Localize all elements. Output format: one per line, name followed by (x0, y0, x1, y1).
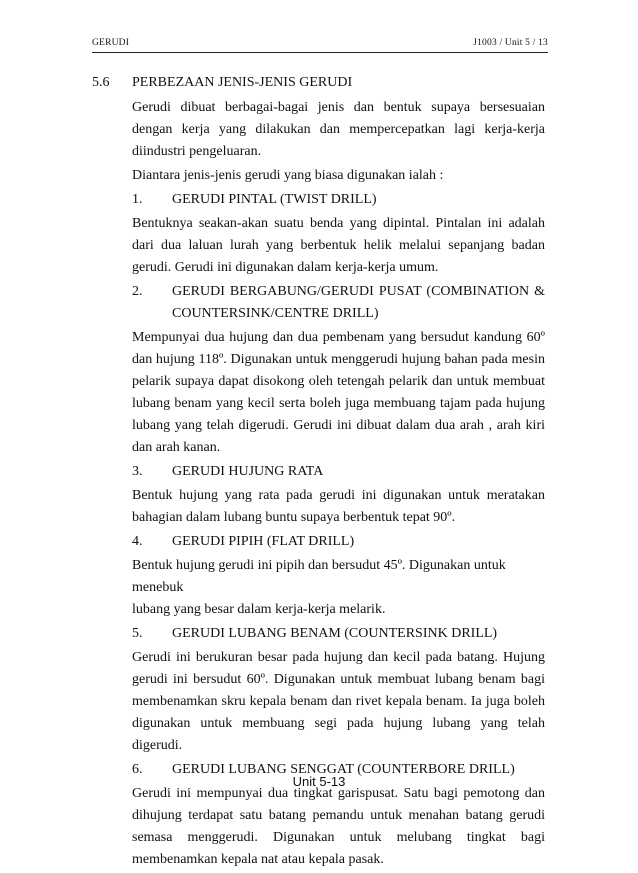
running-header (92, 38, 548, 52)
section-number: 5.6 (92, 75, 110, 90)
item-number: 1. (132, 192, 143, 207)
item-heading-3 (132, 461, 545, 483)
item-title: GERUDI HUJUNG RATA (172, 464, 324, 479)
item-number: 6. (132, 762, 143, 777)
item-number: 4. (132, 534, 143, 549)
section-title: PERBEZAAN JENIS-JENIS GERUDI (132, 75, 353, 90)
section-body (132, 72, 545, 873)
item-title-line-1: GERUDI BERGABUNG/GERUDI PUSAT (COMBINATION & (172, 284, 545, 299)
item-heading-4 (132, 531, 545, 553)
item-heading-5 (132, 623, 545, 645)
item-description-3: Bentuk hujung yang rata pada gerudi ini digunakan untuk meratakan bahagian dalam lubang buntu supaya berbentuk tepat 90º. (132, 488, 545, 525)
item-description-4-line-1: Bentuk hujung gerudi ini pipih dan bersudut 45º. Digunakan untuk menebuk (132, 558, 506, 595)
item-title-line-2: COUNTERSINK/CENTRE DRILL) (172, 306, 379, 321)
item-description-4-line-2: lubang yang besar dalam kerja-kerja melarik. (132, 602, 386, 617)
item-description-6: Gerudi ini mempunyai dua tingkat garispusat. Satu bagi pemotong dan dihujung terdapat satu batang pemandu untuk menahan batang gerudi semasa menggerudi. Digunakan untuk melubang tingkat bagi membenamkan kepala nat atau kepala pasak. (132, 786, 545, 867)
item-title: GERUDI LUBANG BENAM (COUNTERSINK DRILL) (172, 626, 498, 641)
item-description-5: Gerudi ini berukuran besar pada hujung dan kecil pada batang. Hujung gerudi ini bersudut 60º. Digunakan untuk membuat lubang benam bagi membenamkan skru kepala benam dan rivet kepala benam. Ia juga boleh digunakan untuk membuang segi pada hujung lubang yang telah digerudi. (132, 650, 545, 753)
item-heading-2 (132, 281, 545, 303)
section-intro-2: Diantara jenis-jenis gerudi yang biasa digunakan ialah : (132, 168, 444, 183)
section-intro: Gerudi dibuat berbagai-bagai jenis dan bentuk supaya bersesuaian dengan kerja yang dilakukan dan mempercepatkan lagi kerja-kerja diindustri pengeluaran. (132, 100, 545, 159)
item-number: 3. (132, 464, 143, 479)
item-description-1: Bentuknya seakan-akan suatu benda yang dipintal. Pintalan ini adalah dari dua laluan lurah yang berbentuk helik melalui sepanjang badan gerudi. Gerudi ini digunakan dalam kerja-kerja umum. (132, 216, 545, 275)
item-number: 5. (132, 626, 143, 641)
item-description-2: Mempunyai dua hujung dan dua pembenam yang bersudut kandung 60º dan hujung 118º. Digunakan untuk menggerudi hujung bahan pada mesin pelarik supaya dapat disokong oleh tetengah pelarik dan untuk membuat lubang benam yang kecil serta boleh juga membuang tajam pada hujung lubang yang telah digerudi. Gerudi ini dibuat dalam dua arah , arah kiri dan arah kanan. (132, 330, 545, 455)
item-title: GERUDI PINTAL (TWIST DRILL) (172, 192, 377, 207)
item-number: 2. (132, 284, 143, 299)
page-footer: Unit 5-13 (292, 774, 346, 789)
header-right: J1003 / Unit 5 / 13 (473, 38, 548, 48)
item-heading-1 (132, 189, 545, 211)
item-title: GERUDI LUBANG SENGGAT (COUNTERBORE DRILL) (172, 762, 515, 777)
header-rule (92, 52, 548, 53)
header-left: GERUDI (92, 38, 130, 48)
item-title: GERUDI PIPIH (FLAT DRILL) (172, 534, 355, 549)
